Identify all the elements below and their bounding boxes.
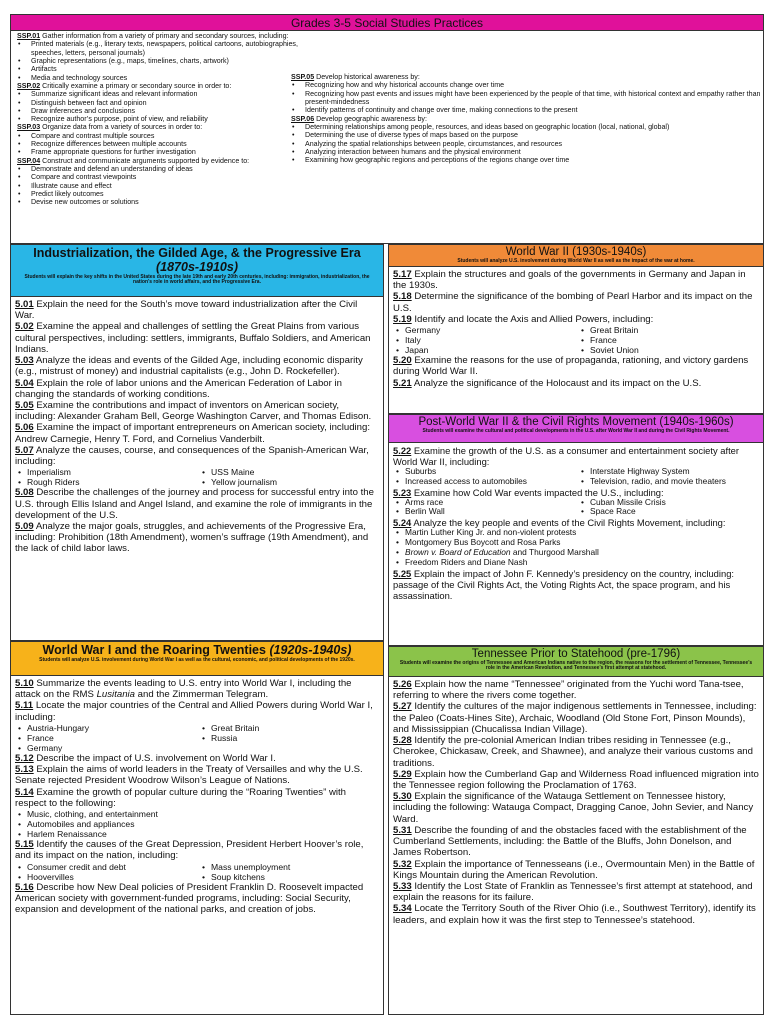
standard-5-25: 5.25 Explain the impact of John F. Kennedy’s presidency on the country, including: passage of the Civil Rights Act, the Voting Rights Act, the space program, and his assassination.: [393, 567, 735, 601]
practice-bullets: [17, 90, 317, 123]
standard-5-04: 5.04 Explain the role of labor unions and the American Federation of Labor in changing the standards of working conditions.: [15, 377, 342, 400]
bullet-item: • Germany: [395, 325, 574, 335]
bullet-item: • Analyzing the spatial relationships between people, circumstances, and resources: [291, 140, 761, 148]
standard-5-07: 5.07 Analyze the causes, course, and consequences of the Spanish-American War, including:: [15, 444, 369, 468]
standard-code: 5.18: [393, 291, 412, 303]
bullet-column-left: [17, 467, 195, 487]
standard-code: 5.08: [15, 487, 34, 499]
bullet-item: • Italy: [395, 335, 574, 345]
bullet-column-right: [201, 723, 379, 753]
standard-code: 5.34: [393, 903, 412, 915]
bullet-item: • Printed materials (e.g., literary texts, newspapers, political cartoons, autobiographies, speeches, letters, personal journals): [17, 40, 317, 57]
standard-5-33: 5.33 Identify the Lost State of Franklin as Tennessee’s first attempt at statehood, and explain the reasons for its failure.: [393, 880, 753, 904]
standard-5-18: 5.18 Determine the significance of the bombing of Pearl Harbor and its impact on the U.S.: [393, 291, 753, 314]
standard-code: 5.15: [15, 839, 34, 851]
practice-code: SSP.06: [291, 114, 315, 123]
practice-bullets: [17, 40, 317, 81]
standard-code: 5.22: [393, 445, 412, 456]
practices-header: [11, 15, 763, 31]
bullet-item: • Illustrate cause and effect: [17, 182, 317, 190]
bullet-item: • Graphic representations (e.g., maps, timelines, charts, artwork): [17, 57, 317, 65]
standard-5-13: 5.13 Explain the aims of world leaders in the Treaty of Versailles and why the U.S. Senate rejected President Woodrow Wilson’s League of Nations.: [15, 764, 363, 787]
standard-5-34: 5.34 Locate the Territory South of the River Ohio (i.e., Southwest Territory), identify its leaders, and explain how it was the first step to Tennessee’s statehood.: [393, 903, 756, 926]
practice-bullets: [17, 165, 317, 206]
standard-bullet-columns: [17, 723, 379, 753]
practice-SSP-03: SSP.03 Organize data from a variety of sources in order to:: [17, 123, 203, 132]
standard-code: 5.06: [15, 422, 34, 434]
ww1-header: [11, 642, 383, 676]
standard-code: 5.17: [393, 269, 412, 280]
standard-code: 5.09: [15, 521, 34, 533]
standard-5-03: 5.03 Analyze the ideas and events of the Gilded Age, including economic disparity (e.g., mistrust of money) and industrial capitalists (e.g., John D. Rockefeller).: [15, 355, 363, 378]
bullet-item: • Media and technology sources: [17, 74, 317, 82]
bullet-item: • Television, radio, and movie theaters: [580, 477, 759, 487]
civil-rights-subtitle: Students will examine the cultural and political developments in the U.S. after World War II and during the Civil Rights Movement.: [422, 427, 730, 434]
ww2-subtitle: Students will analyze U.S. involvement during World War II as well as the impact of the war at home.: [457, 257, 695, 264]
tennessee-header: [389, 647, 763, 677]
bullet-item: • Soviet Union: [580, 345, 759, 355]
bullet-item: • Consumer credit and debt: [17, 862, 195, 872]
practices-title: Grades 3-5 Social Studies Practices: [290, 16, 484, 30]
standard-5-02: 5.02 Examine the appeal and challenges of settling the Great Plains from various cultural perspectives, including: settlers, immigrants, Buffalo Soldiers, and American Indians.: [15, 321, 371, 355]
gilded-age-header: [11, 245, 383, 297]
standard-5-21: 5.21 Analyze the significance of the Holocaust and its impact on the U.S.: [393, 377, 702, 389]
standard-5-28: 5.28 Identify the pre-colonial American Indian tribes residing in Tennessee (e.g., Cherokee, Chickasaw, Creek, and Shawnee), and analyze their various customs and traditions.: [393, 735, 753, 769]
bullet-column-right: [580, 498, 759, 518]
ww2-header: [389, 245, 763, 267]
bullet-item: • Freedom Riders and Diane Nash: [395, 558, 759, 568]
bullet-item: • USS Maine: [201, 467, 379, 477]
bullet-item: • Berlin Wall: [395, 507, 574, 517]
standard-5-27: 5.27 Identify the cultures of the major indigenous settlements in Tennessee, including: the Paleo (Coats-Hines Site), Archaic, Woodland (Old Stone Fort, Pinson Mounds), and Mississippian (Chucalissa Indian Village).: [393, 701, 757, 735]
standard-code: 5.13: [15, 764, 34, 776]
standard-code: 5.11: [15, 700, 34, 712]
standard-5-10: 5.10 Summarize the events leading to U.S. entry into World War I, including the attack on the RMS Lusitania and the Zimmerman Telegram.: [15, 678, 352, 701]
bullet-item: • Draw inferences and conclusions: [17, 107, 317, 115]
practice-bullets: [17, 132, 317, 157]
bullet-item: • Arms race: [395, 498, 574, 508]
bullet-item: • Soup kitchens: [201, 872, 379, 882]
standard-5-16: 5.16 Describe how New Deal policies of President Franklin D. Roosevelt impacted American society with government-funded programs, including: Social Security, expansion and development of the national parks, and creation of jobs.: [15, 881, 364, 916]
ww2-standards: [389, 267, 763, 413]
bullet-item: • Harlem Renaissance: [17, 829, 379, 839]
standard-code: 5.12: [15, 753, 34, 765]
standard-5-20: 5.20 Examine the reasons for the use of propaganda, rationing, and victory gardens during World War II.: [393, 355, 749, 378]
standard-code: 5.04: [15, 377, 34, 389]
ww1-title: World War I and the Roaring Twenties: [42, 643, 266, 657]
ww1-section: [10, 641, 384, 1015]
standard-code: 5.28: [393, 735, 412, 747]
ww1-standards: [11, 676, 383, 1014]
bullet-item: • Hoovervilles: [17, 872, 195, 882]
ww1-subtitle: Students will analyze U.S. involvement during World War I as well as the cultural, economic, and political developments of the 1920s.: [39, 656, 355, 663]
bullet-item: • Cuban Missile Crisis: [580, 498, 759, 508]
practice-SSP-01: SSP.01 Gather information from a variety of primary and secondary sources, including:: [17, 32, 289, 40]
bullet-item: • Rough Riders: [17, 477, 195, 487]
ww1-title-line: [11, 642, 383, 658]
standard-code: 5.10: [15, 678, 34, 689]
standard-5-15: 5.15 Identify the causes of the Great Depression, President Herbert Hoover’s role, and its impact on the nation, including:: [15, 839, 364, 862]
practice-code: SSP.01: [17, 32, 41, 40]
bullet-item: • Recognizing how and why historical accounts change over time: [291, 81, 761, 89]
standard-code: 5.05: [15, 399, 34, 411]
practices-section: [10, 14, 764, 244]
bullet-item: • Artifacts: [17, 65, 317, 73]
standard-code: 5.30: [393, 791, 412, 803]
bullet-column-left: [395, 498, 574, 518]
bullet-item: • Identify patterns of continuity and change over time, making connections to the present: [291, 106, 761, 114]
bullet-item: • Brown v. Board of Education and Thurgood Marshall: [395, 548, 759, 558]
bullet-item: • Compare and contrast multiple sources: [17, 132, 317, 140]
practice-code: SSP.02: [17, 81, 41, 90]
bullet-item: • Determining relationships among people, resources, and ideas based on geographic location (local, national, global): [291, 123, 761, 131]
tennessee-title: Tennessee Prior to Statehood (pre-1796): [471, 648, 681, 660]
bullet-item: • Suburbs: [395, 467, 574, 477]
bullet-item: • Recognizing how past events and issues might have been experienced by the people of that time, with historical context and empathy rather than present-mindedness: [291, 90, 761, 107]
standard-5-09: 5.09 Analyze the major goals, struggles, and achievements of the Progressive Era, including: Prohibition (18th Amendment), women’s suffrage (19th Amendment), and the lack of child labor laws.: [15, 521, 369, 555]
standard-5-23: 5.23 Examine how Cold War events impacted the U.S., including:: [393, 486, 664, 498]
standard-code: 5.01: [15, 299, 34, 310]
bullet-column-right: [580, 325, 759, 355]
standard-code: 5.23: [393, 486, 412, 498]
practice-SSP-05: SSP.05 Develop historical awareness by:: [291, 73, 420, 81]
standard-bullets: [395, 528, 759, 567]
bullet-item: • Mass unemployment: [201, 862, 379, 872]
bullet-item: • France: [580, 335, 759, 345]
bullet-item: • Russia: [201, 733, 379, 743]
standard-5-22: 5.22 Examine the growth of the U.S. as a consumer and entertainment society after World War II, including:: [393, 445, 740, 467]
ship-name: Lusitania: [96, 689, 135, 701]
standard-code: 5.32: [393, 858, 412, 870]
standard-bullets: [17, 809, 379, 839]
practice-SSP-06: SSP.06 Develop geographic awareness by:: [291, 114, 427, 123]
standard-5-17: 5.17 Explain the structures and goals of the governments in Germany and Japan in the 1930s.: [393, 269, 746, 292]
standard-code: 5.31: [393, 824, 412, 836]
standard-5-14: 5.14 Examine the growth of popular culture during the “Roaring Twenties” with respect to the following:: [15, 786, 347, 809]
ww2-title: World War II (1930s-1940s): [505, 246, 647, 258]
bullet-item: • Great Britain: [201, 723, 379, 733]
bullet-item: • Frame appropriate questions for further investigation: [17, 148, 317, 156]
standard-5-24: 5.24 Analyze the key people and events of the Civil Rights Movement, including:: [393, 517, 726, 529]
ww1-years: (1920s-1940s): [269, 643, 352, 657]
gilded-age-title: Industrialization, the Gilded Age, & the Progressive Era: [33, 246, 361, 260]
civil-rights-title: Post-World War II & the Civil Rights Movement (1940s-1960s): [418, 416, 734, 428]
standard-code: 5.14: [15, 786, 34, 798]
standard-code: 5.20: [393, 355, 412, 367]
standard-code: 5.33: [393, 880, 412, 892]
standard-5-32: 5.32 Explain the importance of Tennesseans (i.e., Overmountain Men) in the Battle of Kings Mountain during the American Revolution.: [393, 858, 755, 881]
ww2-section: [388, 244, 764, 414]
practice-SSP-04: SSP.04 Construct and communicate arguments supported by evidence to:: [17, 156, 250, 165]
bullet-item: • Increased access to automobiles: [395, 477, 574, 487]
standard-5-08: 5.08 Describe the challenges of the journey and process for successful entry into the U.S. through Ellis Island and Angel Island, and examine the role of immigrants in the development of the U.S.: [15, 487, 374, 521]
practice-code: SSP.03: [17, 123, 41, 132]
standard-code: 5.29: [393, 768, 412, 780]
bullet-item: • Devise new outcomes or solutions: [17, 198, 317, 206]
bullet-item: • Recognize author’s purpose, point of view, and reliability: [17, 115, 317, 123]
practice-code: SSP.04: [17, 156, 41, 165]
bullet-item: • Great Britain: [580, 325, 759, 335]
gilded-age-standards: [11, 297, 383, 640]
standard-5-19: 5.19 Identify and locate the Axis and Allied Powers, including:: [393, 313, 654, 325]
bullet-item: • Automobiles and appliances: [17, 819, 379, 829]
standard-code: 5.02: [15, 321, 34, 333]
standard-code: 5.19: [393, 313, 412, 325]
bullet-column-left: [17, 723, 195, 753]
bullet-item: • Music, clothing, and entertainment: [17, 809, 379, 819]
case-name: Brown v. Board of Education: [405, 546, 511, 557]
bullet-column-right: [201, 467, 379, 487]
standard-5-31: 5.31 Describe the founding of and the obstacles faced with the establishment of the Cumberland Settlements, including: the Battle of the Bluffs, John Donelson, and James Robertson.: [393, 824, 747, 859]
standard-5-12: 5.12 Describe the impact of U.S. involvement on World War I.: [15, 753, 276, 765]
bullet-item: • Space Race: [580, 507, 759, 517]
practice-SSP-02: SSP.02 Critically examine a primary or secondary source in order to:: [17, 81, 232, 90]
bullet-column-left: [395, 467, 574, 487]
bullet-item: • Montgomery Bus Boycott and Rosa Parks: [395, 538, 759, 548]
bullet-item: • Yellow journalism: [201, 477, 379, 487]
standard-bullet-columns: [395, 325, 759, 355]
bullet-item: • Martin Luther King Jr. and non-violent protests: [395, 528, 759, 538]
practices-left-column: [17, 32, 317, 206]
standard-bullet-columns: [17, 862, 379, 882]
bullet-item: • Imperialism: [17, 467, 195, 477]
standard-bullet-columns: [395, 467, 759, 487]
bullet-item: • Analyzing interaction between humans and the physical environment: [291, 148, 761, 156]
bullet-item: • Summarize significant ideas and relevant information: [17, 90, 317, 98]
tennessee-standards: [389, 677, 763, 1014]
bullet-item: • Japan: [395, 345, 574, 355]
bullet-item: • Compare and contrast viewpoints: [17, 173, 317, 181]
bullet-item: • Austria-Hungary: [17, 723, 195, 733]
standard-code: 5.07: [15, 444, 34, 456]
bullet-column-right: [201, 862, 379, 882]
standard-code: 5.24: [393, 517, 412, 529]
standard-code: 5.26: [393, 679, 412, 690]
standard-5-01: 5.01 Explain the need for the South’s move toward industrialization after the Civil War.: [15, 299, 358, 322]
bullet-item: • Interstate Highway System: [580, 467, 759, 477]
practice-code: SSP.05: [291, 73, 315, 81]
standard-code: 5.27: [393, 701, 412, 713]
standard-5-06: 5.06 Examine the impact of important entrepreneurs on American society, including: Andrew Carnegie, Henry T. Ford, and Cornelius Vanderbilt.: [15, 422, 370, 445]
standard-code: 5.16: [15, 881, 34, 893]
gilded-age-years: (1870s-1910s): [155, 259, 238, 274]
civil-rights-header: [389, 415, 763, 443]
tennessee-section: [388, 646, 764, 1015]
standard-5-11: 5.11 Locate the major countries of the Central and Allied Powers during World War I, including:: [15, 700, 373, 723]
standard-bullet-columns: [395, 498, 759, 518]
bullet-item: • Demonstrate and defend an understanding of ideas: [17, 165, 317, 173]
bullet-item: • Germany: [17, 743, 195, 753]
standard-code: 5.25: [393, 567, 412, 579]
standard-5-26: 5.26 Explain how the name “Tennessee” originated from the Yuchi word Tana-tsee, referring to where the rivers come together.: [393, 679, 744, 702]
practice-bullets: [291, 123, 761, 164]
gilded-age-subtitle: Students will explain the key shifts in the United States during the late 19th and early 20th centuries, including: immigration, industrialization, the nation’s role in world affairs, and the Progressive Era.: [24, 273, 370, 286]
bullet-item: • Predict likely outcomes: [17, 190, 317, 198]
tennessee-subtitle: Students will examine the origins of Tennessee and American Indians native to the region, the reasons for the settlement of Tennessee, Tennessee’s role in the American Revolution, and Tennessee’s first attempt at statehood.: [399, 659, 753, 672]
bullet-column-right: [580, 467, 759, 487]
bullet-item: • France: [17, 733, 195, 743]
bullet-item: • Distinguish between fact and opinion: [17, 99, 317, 107]
civil-rights-standards: [389, 443, 763, 645]
standard-5-30: 5.30 Explain the significance of the Watauga Settlement on Tennessee history, including the following: Watauga Compact, Dragging Canoe, John Sevier, and Nancy Ward.: [393, 791, 754, 825]
bullet-item: • Examining how geographic regions and perceptions of the regions change over time: [291, 156, 761, 164]
practice-bullets: [291, 81, 761, 114]
bullet-column-left: [17, 862, 195, 882]
standard-code: 5.03: [15, 355, 34, 367]
standard-bullet-columns: [17, 467, 379, 487]
civil-rights-section: [388, 414, 764, 646]
standard-5-05: 5.05 Examine the contributions and impact of inventors on American society, including: Alexander Graham Bell, George Washington Carver, and Thomas Edison.: [15, 399, 372, 423]
standard-5-29: 5.29 Explain how the Cumberland Gap and Wilderness Road influenced migration into the Tennessee region following the Proclamation of 1763.: [393, 768, 759, 791]
practices-right-column: [291, 73, 761, 164]
bullet-item: • Recognize differences between multiple accounts: [17, 140, 317, 148]
bullet-item: • Determining the use of diverse types of maps based on the purpose: [291, 131, 761, 139]
bullet-column-left: [395, 325, 574, 355]
standard-code: 5.21: [393, 377, 412, 389]
gilded-age-section: [10, 244, 384, 641]
